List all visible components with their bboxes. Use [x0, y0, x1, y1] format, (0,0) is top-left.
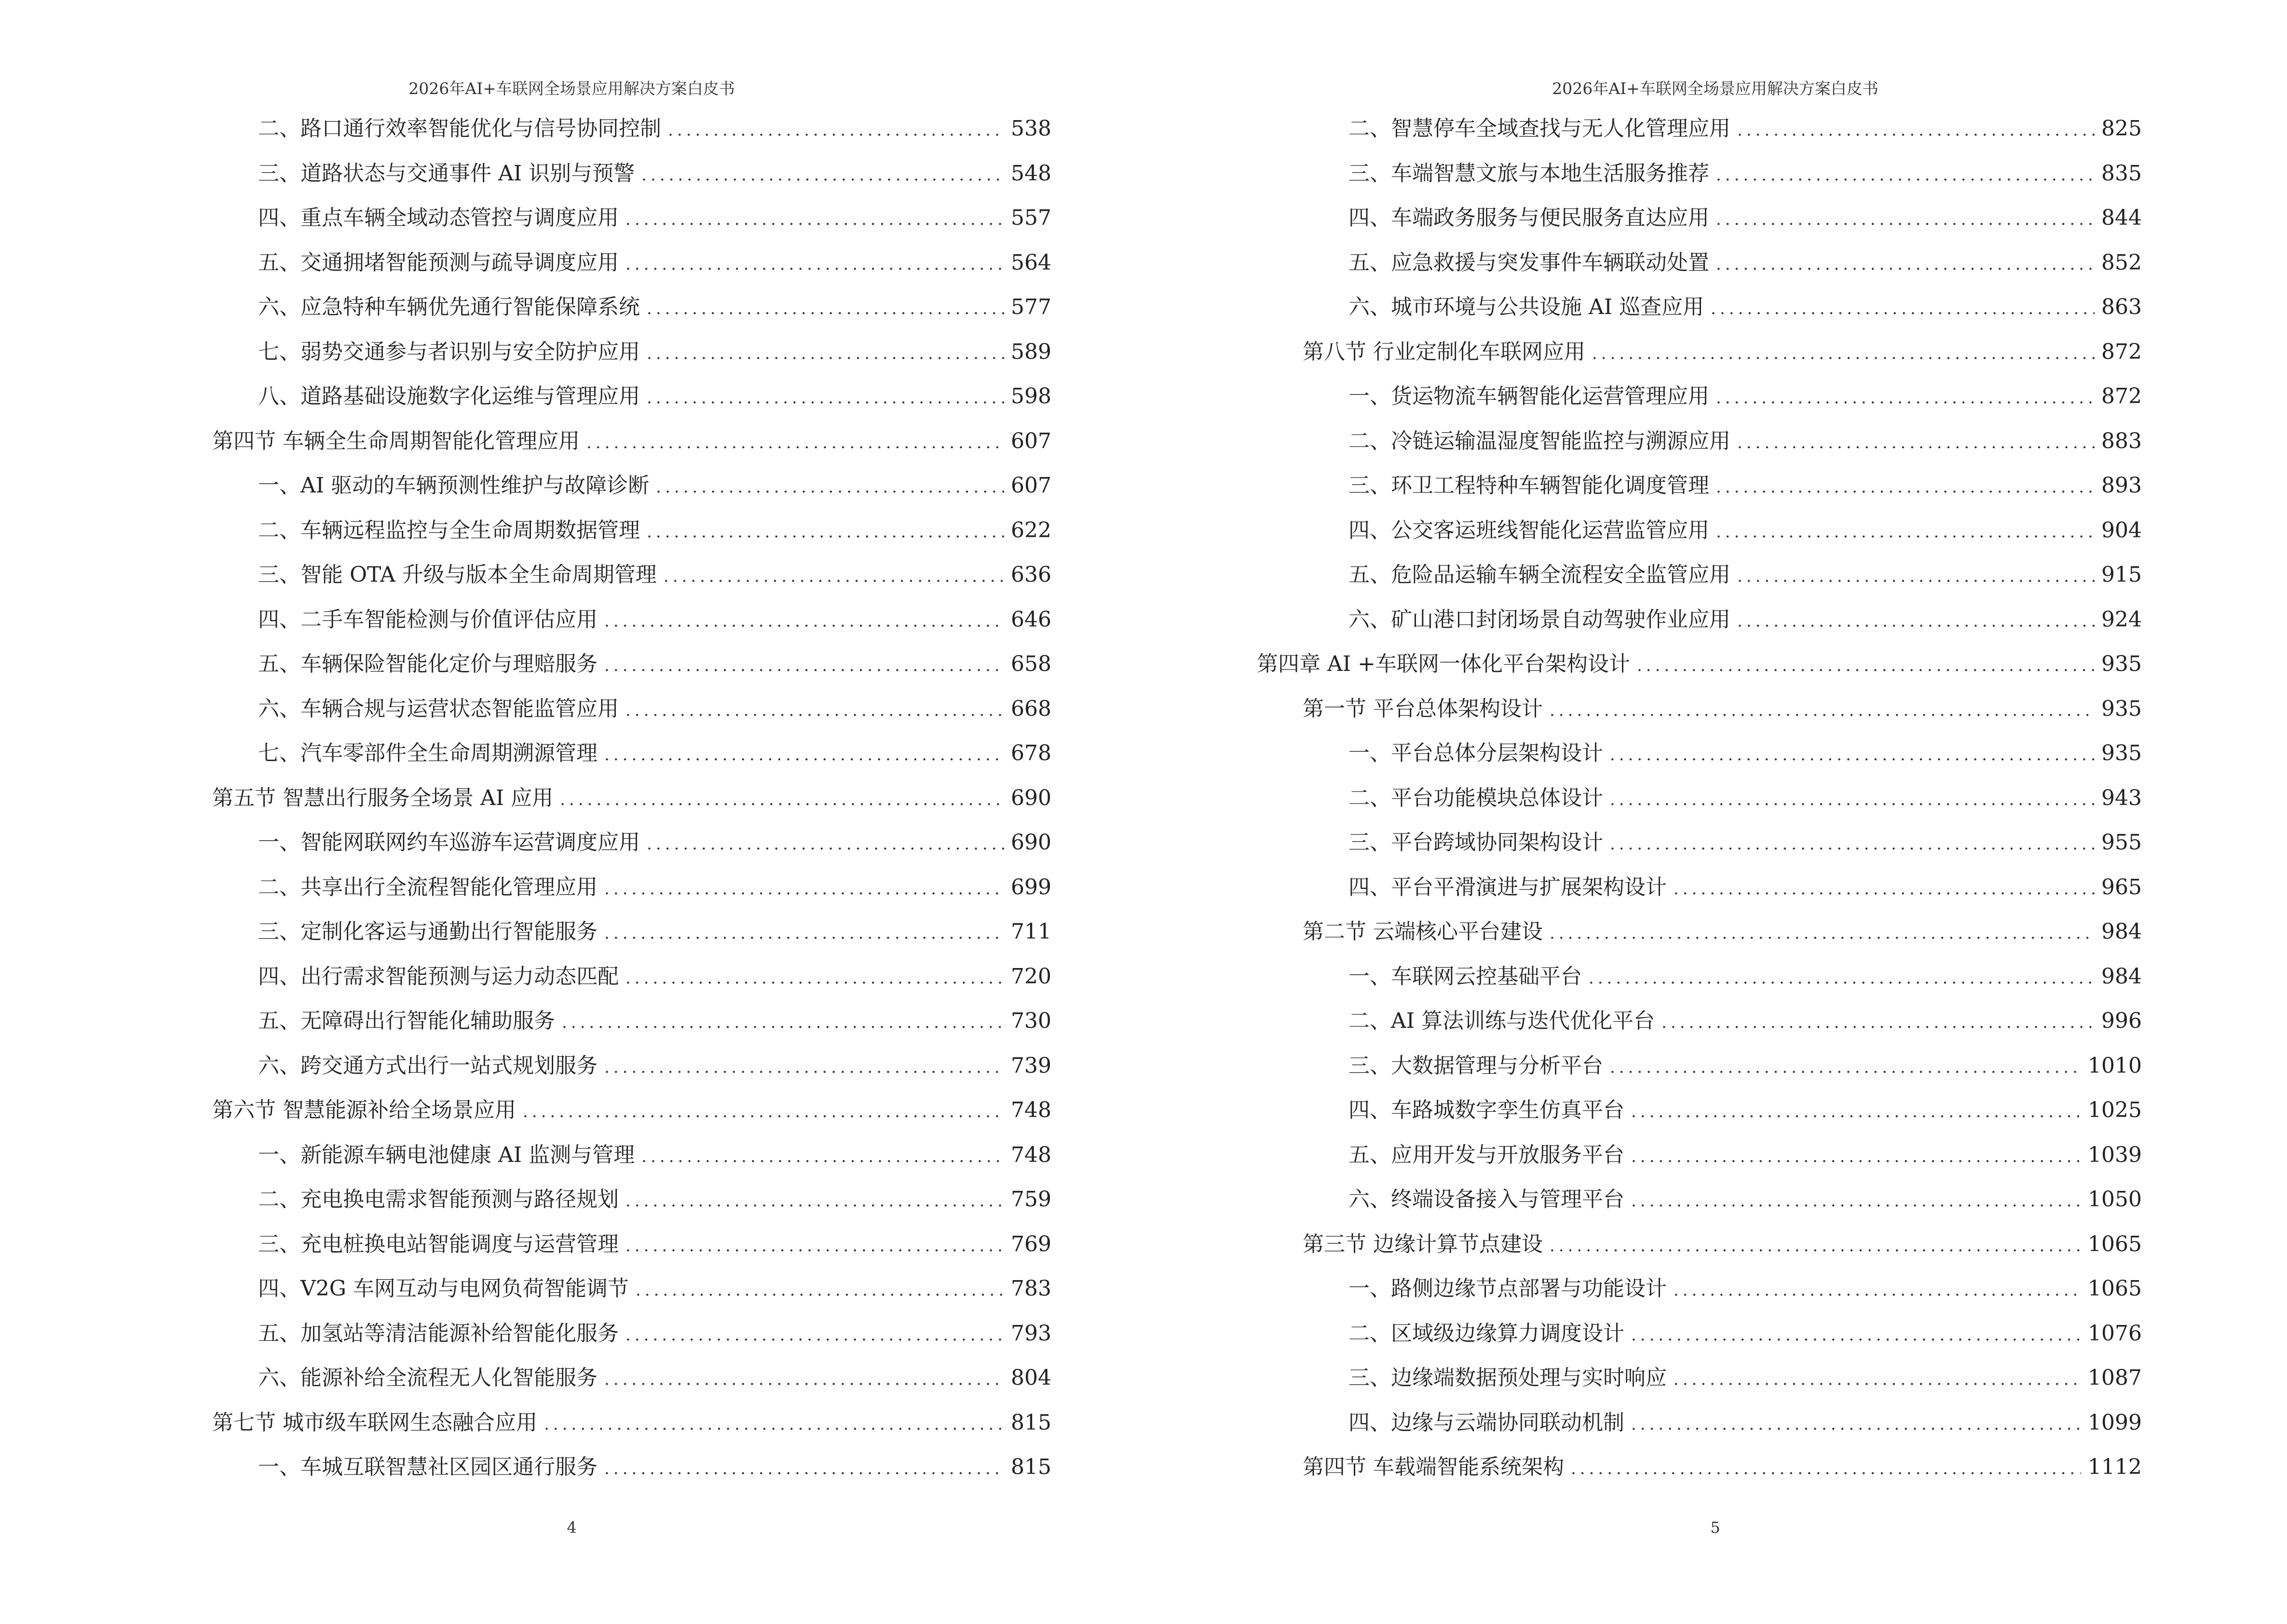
toc-entry-page: 538 — [1011, 116, 1051, 141]
toc-entry-title: 六、应急特种车辆优先通行智能保障系统 — [258, 295, 640, 319]
toc-dot-leader — [626, 205, 1004, 233]
toc-entry[interactable] — [212, 1230, 1051, 1275]
toc-entry[interactable] — [212, 1141, 1051, 1186]
toc-entry-title: 一、路侧边缘节点部署与功能设计 — [1348, 1276, 1667, 1301]
toc-dot-leader — [1610, 1053, 2081, 1081]
toc-entry-page: 935 — [2101, 696, 2142, 721]
toc-dot-leader — [604, 1365, 1004, 1393]
toc-entry[interactable] — [1303, 472, 2142, 517]
toc-entry-title: 二、平台功能模块总体设计 — [1348, 785, 1603, 810]
toc-entry-title: 一、货运物流车辆智能化运营管理应用 — [1348, 384, 1709, 409]
toc-entry-page: 548 — [1011, 161, 1051, 186]
toc-entry-page: 622 — [1011, 518, 1051, 543]
toc-entry[interactable] — [1303, 1364, 2142, 1409]
toc-dot-leader — [636, 1276, 1004, 1304]
toc-entry-page: 943 — [2101, 785, 2142, 810]
toc-entry[interactable] — [1303, 1409, 2142, 1454]
toc-entry-title: 四、出行需求智能预测与运力动态匹配 — [258, 964, 619, 989]
toc-entry[interactable] — [1303, 1230, 2142, 1275]
toc-dot-leader — [1631, 1321, 2081, 1349]
toc-entry-page: 1065 — [2088, 1231, 2142, 1256]
toc-entry[interactable] — [212, 829, 1051, 873]
toc-entry-title: 一、车城互联智慧社区园区通行服务 — [258, 1455, 598, 1479]
toc-entry-title: 二、区域级边缘算力调度设计 — [1348, 1321, 1624, 1346]
toc-entry-title: 二、冷链运输温湿度智能监控与溯源应用 — [1348, 428, 1730, 453]
toc-entry-page: 646 — [1011, 607, 1051, 632]
toc-entry-title: 四、车端政务服务与便民服务直达应用 — [1348, 205, 1709, 230]
toc-entry-title: 五、加氢站等清洁能源补给智能化服务 — [258, 1321, 619, 1346]
toc-entry-title: 第四节 车载端智能系统架构 — [1303, 1455, 1564, 1479]
toc-entry[interactable] — [212, 1096, 1051, 1141]
toc-entry[interactable] — [212, 427, 1051, 472]
toc-entry[interactable] — [212, 115, 1051, 160]
toc-dot-leader — [1550, 1232, 2081, 1260]
toc-entry-title: 第一节 平台总体架构设计 — [1303, 696, 1543, 721]
toc-entry[interactable] — [212, 1409, 1051, 1454]
toc-entry[interactable] — [212, 1007, 1051, 1052]
toc-entry-page: 607 — [1011, 428, 1051, 453]
toc-dot-leader — [626, 1232, 1004, 1260]
toc-entry-page: 598 — [1011, 384, 1051, 409]
toc-entry-title: 六、终端设备接入与管理平台 — [1348, 1187, 1624, 1212]
toc-entry-page: 1010 — [2088, 1053, 2142, 1078]
toc-dot-leader — [1716, 473, 2095, 501]
toc-entry[interactable] — [212, 472, 1051, 517]
toc-dot-leader — [1637, 652, 2095, 680]
toc-dot-leader — [562, 1009, 1004, 1037]
toc-dot-leader — [647, 830, 1004, 858]
toc-dot-leader — [1592, 340, 2095, 368]
toc-dot-leader — [647, 340, 1004, 368]
toc-entry[interactable] — [212, 204, 1051, 249]
toc-entry[interactable] — [1303, 160, 2142, 205]
toc-entry-page: 1087 — [2088, 1365, 2142, 1390]
toc-entry-page: 577 — [1011, 295, 1051, 319]
running-header: 2026年AI+车联网全场景应用解决方案白皮书 — [408, 79, 735, 98]
toc-entry-page: 748 — [1011, 1142, 1051, 1167]
toc-entry-page: 893 — [2101, 473, 2142, 498]
toc-entry-title: 三、智能 OTA 升级与版本全生命周期管理 — [258, 562, 657, 587]
toc-entry[interactable] — [1303, 1453, 2142, 1498]
toc-entry[interactable] — [212, 695, 1051, 740]
toc-entry-page: 965 — [2101, 874, 2142, 900]
toc-entry-page: 678 — [1011, 741, 1051, 765]
toc-entry-page: 863 — [2101, 295, 2142, 319]
toc-entry[interactable] — [212, 1052, 1051, 1097]
toc-dot-leader — [647, 518, 1004, 546]
toc-dot-leader — [641, 161, 1004, 189]
toc-entry-title: 四、车路城数字孪生仿真平台 — [1348, 1098, 1624, 1122]
toc-entry-page: 915 — [2101, 562, 2142, 587]
toc-entry-title: 一、车联网云控基础平台 — [1348, 964, 1582, 989]
toc-entry[interactable] — [1303, 873, 2142, 918]
toc-dot-leader — [1716, 384, 2095, 412]
toc-dot-leader — [1716, 250, 2095, 278]
toc-dot-leader — [1674, 1365, 2081, 1393]
toc-entry[interactable] — [212, 561, 1051, 606]
toc-entry-page: 984 — [2101, 919, 2142, 944]
toc-dot-leader — [604, 652, 1004, 680]
toc-entry-title: 五、应用开发与开放服务平台 — [1348, 1142, 1624, 1167]
toc-entry-page: 835 — [2101, 161, 2142, 186]
table-of-contents — [1257, 115, 2142, 1498]
toc-dot-leader — [641, 1143, 1004, 1171]
toc-entry-title: 五、交通拥堵智能预测与疏导调度应用 — [258, 250, 619, 275]
toc-entry-page: 935 — [2101, 741, 2142, 765]
toc-entry[interactable] — [1303, 293, 2142, 338]
toc-entry[interactable] — [1303, 1096, 2142, 1141]
toc-dot-leader — [560, 786, 1004, 814]
toc-entry-title: 一、平台总体分层架构设计 — [1348, 741, 1603, 765]
toc-dot-leader — [1610, 830, 2095, 858]
toc-entry-page: 935 — [2101, 652, 2142, 676]
toc-entry-page: 759 — [1011, 1187, 1051, 1212]
toc-entry-page: 589 — [1011, 339, 1051, 364]
toc-entry[interactable] — [212, 963, 1051, 1008]
toc-entry-title: 六、跨交通方式出行一站式规划服务 — [258, 1053, 598, 1078]
toc-entry-title: 四、公交客运班线智能化运营监管应用 — [1348, 518, 1709, 543]
toc-dot-leader — [604, 607, 1004, 635]
toc-dot-leader — [1631, 1143, 2081, 1171]
toc-entry-title: 第七节 城市级车联网生态融合应用 — [212, 1410, 537, 1435]
toc-entry[interactable] — [1303, 204, 2142, 249]
toc-entry[interactable] — [1303, 695, 2142, 740]
toc-dot-leader — [656, 473, 1004, 501]
toc-entry-title: 一、智能网联网约车巡游车运营调度应用 — [258, 830, 640, 855]
toc-entry[interactable] — [212, 1364, 1051, 1409]
toc-entry-page: 955 — [2101, 830, 2142, 855]
toc-entry-title: 四、二手车智能检测与价值评估应用 — [258, 607, 598, 632]
toc-entry-page: 668 — [1011, 696, 1051, 721]
toc-entry-page: 1050 — [2088, 1187, 2142, 1212]
toc-entry-page: 825 — [2101, 116, 2142, 141]
toc-entry-title: 六、能源补给全流程无人化智能服务 — [258, 1365, 598, 1390]
toc-entry[interactable] — [212, 1320, 1051, 1365]
toc-entry[interactable] — [212, 249, 1051, 294]
toc-entry-page: 904 — [2101, 518, 2142, 543]
toc-entry-title: 第四章 AI +车联网一体化平台架构设计 — [1257, 652, 1630, 676]
toc-dot-leader — [1550, 919, 2095, 947]
toc-entry[interactable] — [1303, 517, 2142, 561]
toc-entry-page: 748 — [1011, 1098, 1051, 1122]
toc-entry-page: 1112 — [2088, 1455, 2142, 1479]
toc-dot-leader — [604, 1455, 1004, 1483]
toc-entry[interactable] — [1257, 650, 2142, 695]
right-page — [1144, 0, 2287, 1624]
toc-dot-leader — [1674, 1276, 2081, 1304]
toc-dot-leader — [1550, 696, 2095, 724]
toc-entry-title: 三、大数据管理与分析平台 — [1348, 1053, 1603, 1078]
toc-entry[interactable] — [212, 382, 1051, 427]
toc-entry[interactable] — [1303, 739, 2142, 784]
toc-entry-title: 五、无障碍出行智能化辅助服务 — [258, 1009, 555, 1033]
toc-dot-leader — [1737, 607, 2095, 635]
toc-entry-page: 1099 — [2088, 1410, 2142, 1435]
toc-dot-leader — [604, 741, 1004, 769]
toc-entry[interactable] — [1303, 1275, 2142, 1320]
toc-dot-leader — [1674, 875, 2095, 903]
toc-entry[interactable] — [1303, 784, 2142, 829]
toc-entry-page: 690 — [1011, 830, 1051, 855]
toc-entry-title: 第二节 云端核心平台建设 — [1303, 919, 1543, 944]
toc-dot-leader — [1716, 205, 2095, 233]
toc-entry-title: 三、边缘端数据预处理与实时响应 — [1348, 1365, 1667, 1390]
toc-entry-page: 996 — [2101, 1009, 2142, 1033]
toc-dot-leader — [1737, 562, 2095, 590]
toc-entry-page: 924 — [2101, 607, 2142, 632]
toc-entry-page: 1039 — [2088, 1142, 2142, 1167]
toc-entry[interactable] — [212, 650, 1051, 695]
toc-entry[interactable] — [212, 873, 1051, 918]
toc-dot-leader — [647, 384, 1004, 412]
toc-entry-title: 第八节 行业定制化车联网应用 — [1303, 339, 1585, 364]
toc-entry-page: 1076 — [2088, 1321, 2142, 1346]
toc-dot-leader — [1631, 1098, 2081, 1126]
toc-entry[interactable] — [1303, 829, 2142, 873]
toc-dot-leader — [1631, 1187, 2081, 1215]
toc-entry-title: 三、道路状态与交通事件 AI 识别与预警 — [258, 161, 635, 186]
toc-dot-leader — [626, 250, 1004, 278]
toc-entry[interactable] — [1303, 115, 2142, 160]
toc-entry-page: 883 — [2101, 428, 2142, 453]
toc-entry[interactable] — [212, 918, 1051, 963]
toc-dot-leader — [1589, 964, 2095, 992]
toc-entry-page: 636 — [1011, 562, 1051, 587]
toc-entry-page: 844 — [2101, 205, 2142, 230]
toc-entry-page: 815 — [1011, 1455, 1051, 1479]
toc-dot-leader — [586, 429, 1004, 457]
toc-entry-page: 872 — [2101, 384, 2142, 409]
toc-entry-page: 1025 — [2088, 1098, 2142, 1122]
toc-entry[interactable] — [212, 517, 1051, 561]
toc-entry-title: 二、路口通行效率智能优化与信号协同控制 — [258, 116, 661, 141]
toc-entry-title: 三、定制化客运与通勤出行智能服务 — [258, 919, 598, 944]
toc-dot-leader — [668, 116, 1004, 144]
toc-dot-leader — [647, 295, 1004, 323]
toc-entry-title: 六、车辆合规与运营状态智能监管应用 — [258, 696, 619, 721]
toc-entry[interactable] — [212, 338, 1051, 383]
toc-entry-title: 七、弱势交通参与者识别与安全防护应用 — [258, 339, 640, 364]
toc-entry-title: 二、智慧停车全域查找与无人化管理应用 — [1348, 116, 1730, 141]
toc-entry-page: 739 — [1011, 1053, 1051, 1078]
toc-dot-leader — [523, 1098, 1004, 1126]
toc-dot-leader — [1737, 116, 2095, 144]
toc-dot-leader — [544, 1410, 1004, 1438]
toc-entry-page: 1065 — [2088, 1276, 2142, 1301]
toc-dot-leader — [1716, 161, 2095, 189]
toc-entry-title: 五、车辆保险智能化定价与理赔服务 — [258, 652, 598, 676]
toc-entry-title: 四、重点车辆全域动态管控与调度应用 — [258, 205, 619, 230]
toc-entry-page: 852 — [2101, 250, 2142, 275]
toc-entry-title: 五、应急救援与突发事件车辆联动处置 — [1348, 250, 1709, 275]
toc-dot-leader — [604, 875, 1004, 903]
toc-entry[interactable] — [1303, 1186, 2142, 1230]
toc-dot-leader — [626, 1321, 1004, 1349]
toc-entry[interactable] — [212, 160, 1051, 205]
toc-entry[interactable] — [212, 739, 1051, 784]
toc-entry-title: 第六节 智慧能源补给全场景应用 — [212, 1098, 516, 1122]
toc-entry-title: 七、汽车零部件全生命周期溯源管理 — [258, 741, 598, 765]
toc-dot-leader — [626, 1187, 1004, 1215]
toc-entry[interactable] — [212, 784, 1051, 829]
toc-entry-page: 804 — [1011, 1365, 1051, 1390]
toc-entry-title: 二、充电换电需求智能预测与路径规划 — [258, 1187, 619, 1212]
toc-dot-leader — [1610, 786, 2095, 814]
toc-entry-page: 720 — [1011, 964, 1051, 989]
toc-entry[interactable] — [1303, 338, 2142, 383]
toc-entry-title: 三、平台跨域协同架构设计 — [1348, 830, 1603, 855]
toc-entry-page: 658 — [1011, 652, 1051, 676]
toc-entry[interactable] — [212, 293, 1051, 338]
toc-entry-title: 三、充电桩换电站智能调度与运营管理 — [258, 1231, 619, 1256]
toc-entry[interactable] — [1303, 1141, 2142, 1186]
toc-dot-leader — [664, 562, 1004, 590]
toc-entry-title: 一、AI 驱动的车辆预测性维护与故障诊断 — [258, 473, 650, 498]
toc-entry-title: 四、边缘与云端协同联动机制 — [1348, 1410, 1624, 1435]
toc-entry-title: 一、新能源车辆电池健康 AI 监测与管理 — [258, 1142, 635, 1167]
toc-dot-leader — [626, 696, 1004, 724]
toc-entry[interactable] — [212, 1186, 1051, 1230]
toc-dot-leader — [1716, 518, 2095, 546]
toc-entry-page: 607 — [1011, 473, 1051, 498]
toc-entry[interactable] — [1303, 427, 2142, 472]
toc-entry-page: 815 — [1011, 1410, 1051, 1435]
toc-entry-page: 699 — [1011, 874, 1051, 900]
toc-entry[interactable] — [212, 1275, 1051, 1320]
toc-dot-leader — [1610, 741, 2095, 769]
toc-entry-title: 二、车辆远程监控与全生命周期数据管理 — [258, 518, 640, 543]
toc-entry-page: 564 — [1011, 250, 1051, 275]
toc-entry-title: 二、共享出行全流程智能化管理应用 — [258, 874, 598, 900]
toc-entry[interactable] — [1303, 1007, 2142, 1052]
page-number: 4 — [567, 1518, 577, 1537]
toc-entry-page: 557 — [1011, 205, 1051, 230]
toc-entry[interactable] — [212, 1453, 1051, 1498]
toc-entry-title: 四、平台平滑演进与扩展架构设计 — [1348, 874, 1667, 900]
toc-entry-page: 783 — [1011, 1276, 1051, 1301]
toc-entry-title: 三、环卫工程特种车辆智能化调度管理 — [1348, 473, 1709, 498]
toc-entry-title: 第五节 智慧出行服务全场景 AI 应用 — [212, 785, 554, 810]
toc-entry[interactable] — [1303, 1320, 2142, 1365]
toc-entry-page: 872 — [2101, 339, 2142, 364]
toc-dot-leader — [626, 964, 1004, 992]
table-of-contents — [212, 115, 1051, 1498]
toc-dot-leader — [1661, 1009, 2095, 1037]
toc-entry-title: 五、危险品运输车辆全流程安全监管应用 — [1348, 562, 1730, 587]
toc-entry-title: 第三节 边缘计算节点建设 — [1303, 1231, 1543, 1256]
toc-entry-title: 八、道路基础设施数字化运维与管理应用 — [258, 384, 640, 409]
toc-entry[interactable] — [1303, 561, 2142, 606]
toc-entry-title: 第四节 车辆全生命周期智能化管理应用 — [212, 428, 580, 453]
toc-entry-page: 730 — [1011, 1009, 1051, 1033]
toc-dot-leader — [1571, 1455, 2081, 1483]
toc-entry-title: 六、矿山港口封闭场景自动驾驶作业应用 — [1348, 607, 1730, 632]
toc-entry[interactable] — [1303, 918, 2142, 963]
running-header: 2026年AI+车联网全场景应用解决方案白皮书 — [1552, 79, 1879, 98]
toc-dot-leader — [604, 1053, 1004, 1081]
toc-entry-page: 690 — [1011, 785, 1051, 810]
toc-entry-page: 769 — [1011, 1231, 1051, 1256]
toc-entry[interactable] — [1303, 963, 2142, 1008]
toc-entry-page: 984 — [2101, 964, 2142, 989]
toc-entry[interactable] — [1303, 249, 2142, 294]
toc-entry[interactable] — [1303, 606, 2142, 651]
toc-dot-leader — [1631, 1410, 2081, 1438]
toc-dot-leader — [1737, 429, 2095, 457]
page-number: 5 — [1710, 1518, 1720, 1537]
toc-entry-page: 711 — [1011, 919, 1051, 944]
toc-entry-title: 二、AI 算法训练与迭代优化平台 — [1348, 1009, 1655, 1033]
toc-dot-leader — [1711, 295, 2095, 323]
toc-entry-title: 三、车端智慧文旅与本地生活服务推荐 — [1348, 161, 1709, 186]
toc-entry[interactable] — [212, 606, 1051, 651]
toc-entry[interactable] — [1303, 382, 2142, 427]
toc-entry-page: 793 — [1011, 1321, 1051, 1346]
toc-dot-leader — [604, 919, 1004, 947]
toc-entry-title: 四、V2G 车网互动与电网负荷智能调节 — [258, 1276, 629, 1301]
toc-entry-title: 六、城市环境与公共设施 AI 巡查应用 — [1348, 295, 1704, 319]
toc-entry[interactable] — [1303, 1052, 2142, 1097]
